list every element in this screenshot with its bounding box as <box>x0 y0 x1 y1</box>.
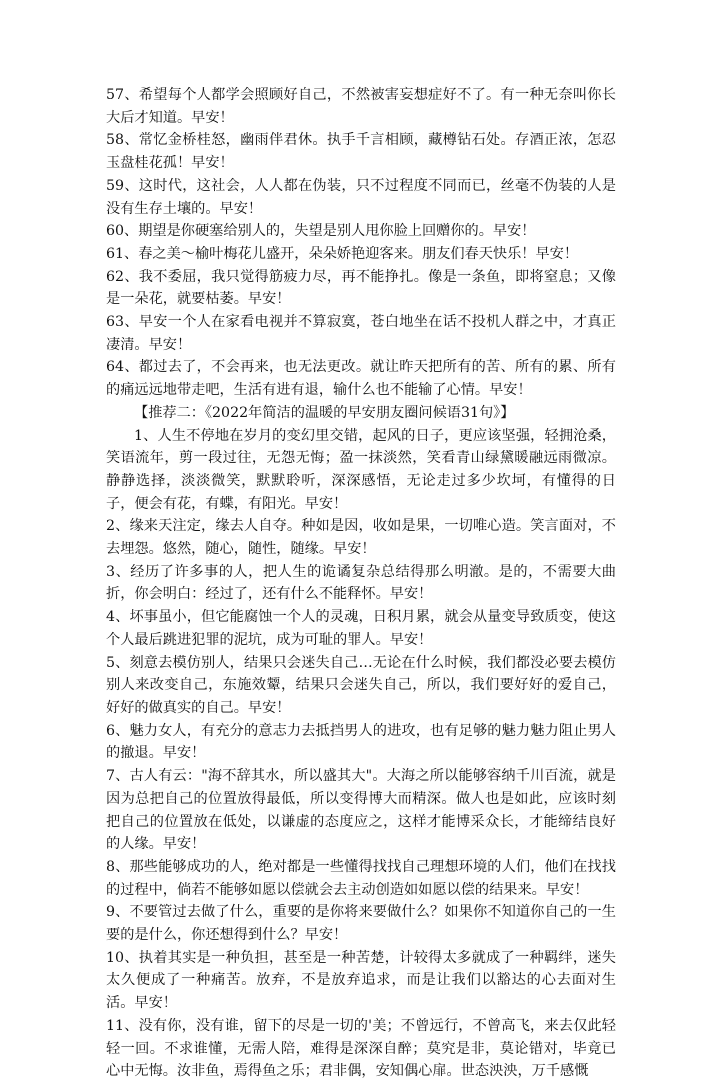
paragraph-8: 8、那些能够成功的人，绝对都是一些懂得找找自己理想环境的人们，他们在找找的过程中，倘若不能够如愿以偿就会去主动创造如如愿以偿的结果来。早安！ <box>106 858 616 898</box>
paragraph-6: 6、魅力女人，有充分的意志力去抵挡男人的进攻，也有足够的魅力魅力阻止男人的撤退。早安！ <box>106 722 616 762</box>
paragraph-62: 62、我不委屈，我只觉得筋疲力尽，再不能挣扎。像是一条鱼，即将窒息；又像是一朵花，就要枯萎。早安！ <box>106 268 616 308</box>
paragraph-63: 63、早安一个人在家看电视并不算寂寞，苍白地坐在话不投机人群之中，才真正凄清。早安！ <box>106 314 616 353</box>
paragraph-4: 4、坏事虽小，但它能腐蚀一个人的灵魂，日积月累，就会从量变导致质变，使这个人最后跳进犯罪的泥坑，成为可耻的罪人。早安！ <box>106 609 616 648</box>
paragraph-58: 58、常忆金桥桂怒，幽雨伴君休。执手千言相顾，藏樽钻石处。存酒正浓，怎忍玉盘桂花孤！早安！ <box>106 132 616 172</box>
paragraph-64: 64、都过去了，不会再来，也无法更改。就让昨天把所有的苦、所有的累、所有的痛远远地带走吧，生活有进有退，输什么也不能输了心情。早安！ <box>106 359 616 399</box>
paragraph-2: 2、缘来天注定，缘去人自夺。种如是因，收如是果，一切唯心造。笑言面对，不去埋怨。悠然，随心，随性，随缘。早安！ <box>106 518 616 558</box>
paragraph-61: 61、春之美～榆叶梅花儿盛开，朵朵娇艳迎客来。朋友们春天快乐！早安！ <box>106 245 579 262</box>
paragraph-57: 57、希望每个人都学会照顾好自己，不然被害妄想症好不了。有一种无奈叫你长大后才知道。早安！ <box>106 87 616 126</box>
paragraph-9: 9、不要管过去做了什么，重要的是你将来要做什么？如果你不知道你自己的一生要的是什么，你还想得到什么？早安！ <box>106 904 616 944</box>
paragraph-11: 11、没有你，没有谁，留下的尽是一切的'美；不曾远行，不曾高飞，来去仅此轻轻一回。不求谁懂，无需人陪，难得是深深自醉；莫究是非，莫论错对，毕竟已心中无悔。汝非鱼，焉得鱼之乐；君非偶，安知偶心扉。世态泱泱，万千感慨 <box>106 1017 616 1080</box>
paragraph-10: 10、执着其实是一种负担，甚至是一种苦楚，计较得太多就成了一种羁绊，迷失太久便成了一种痛苦。放弃，不是放弃追求，而是让我们以豁达的心去面对生活。早安！ <box>106 949 616 1012</box>
paragraph-5: 5、刻意去模仿别人，结果只会迷失自己…无论在什么时候，我们都没必要去模仿别人来改变自己，东施效颦，结果只会迷失自己，所以，我们要好好的爱自己，好好的做真实的自己。早安！ <box>106 654 616 716</box>
paragraph-3: 3、经历了许多事的人，把人生的诡谲复杂总结得那么明澈。是的，不需要大曲折，你会明白：经过了，还有什么不能释怀。早安！ <box>106 563 616 603</box>
paragraph-1: 1、人生不停地在岁月的变幻里交错，起风的日子，更应该坚强，轻拥沧桑，笑语流年，剪一段过往，无怨无悔；盈一抹淡然，笑看青山绿黛暖融远雨微凉。静静选择，淡淡微笑，默默聆听，深深感悟，无论走过多少坎坷，有懂得的日子，便会有花，有蝶，有阳光。早安！ <box>106 427 616 512</box>
paragraph-60: 60、期望是你硬塞给别人的，失望是别人甩你脸上回赠你的。早安！ <box>106 223 536 240</box>
document-page <box>106 84 616 1083</box>
recommend-heading: 【推荐二：《2022年简洁的温暖的早安朋友圈问候语31句》】 <box>134 404 515 421</box>
paragraph-59: 59、这时代，这社会，人人都在伪装，只不过程度不同而已，丝毫不伪装的人是没有生存土壤的。早安！ <box>106 177 616 217</box>
paragraph-7: 7、古人有云："海不辞其水，所以盛其大"。大海之所以能够容纳千川百流，就是因为总把自己的位置放得最低，所以变得博大而精深。做人也是如此，应该时刻把自己的位置放在低处，以谦虚的态度应之，这样才能博采众长，才能缔结良好的人缘。早安！ <box>106 768 616 853</box>
